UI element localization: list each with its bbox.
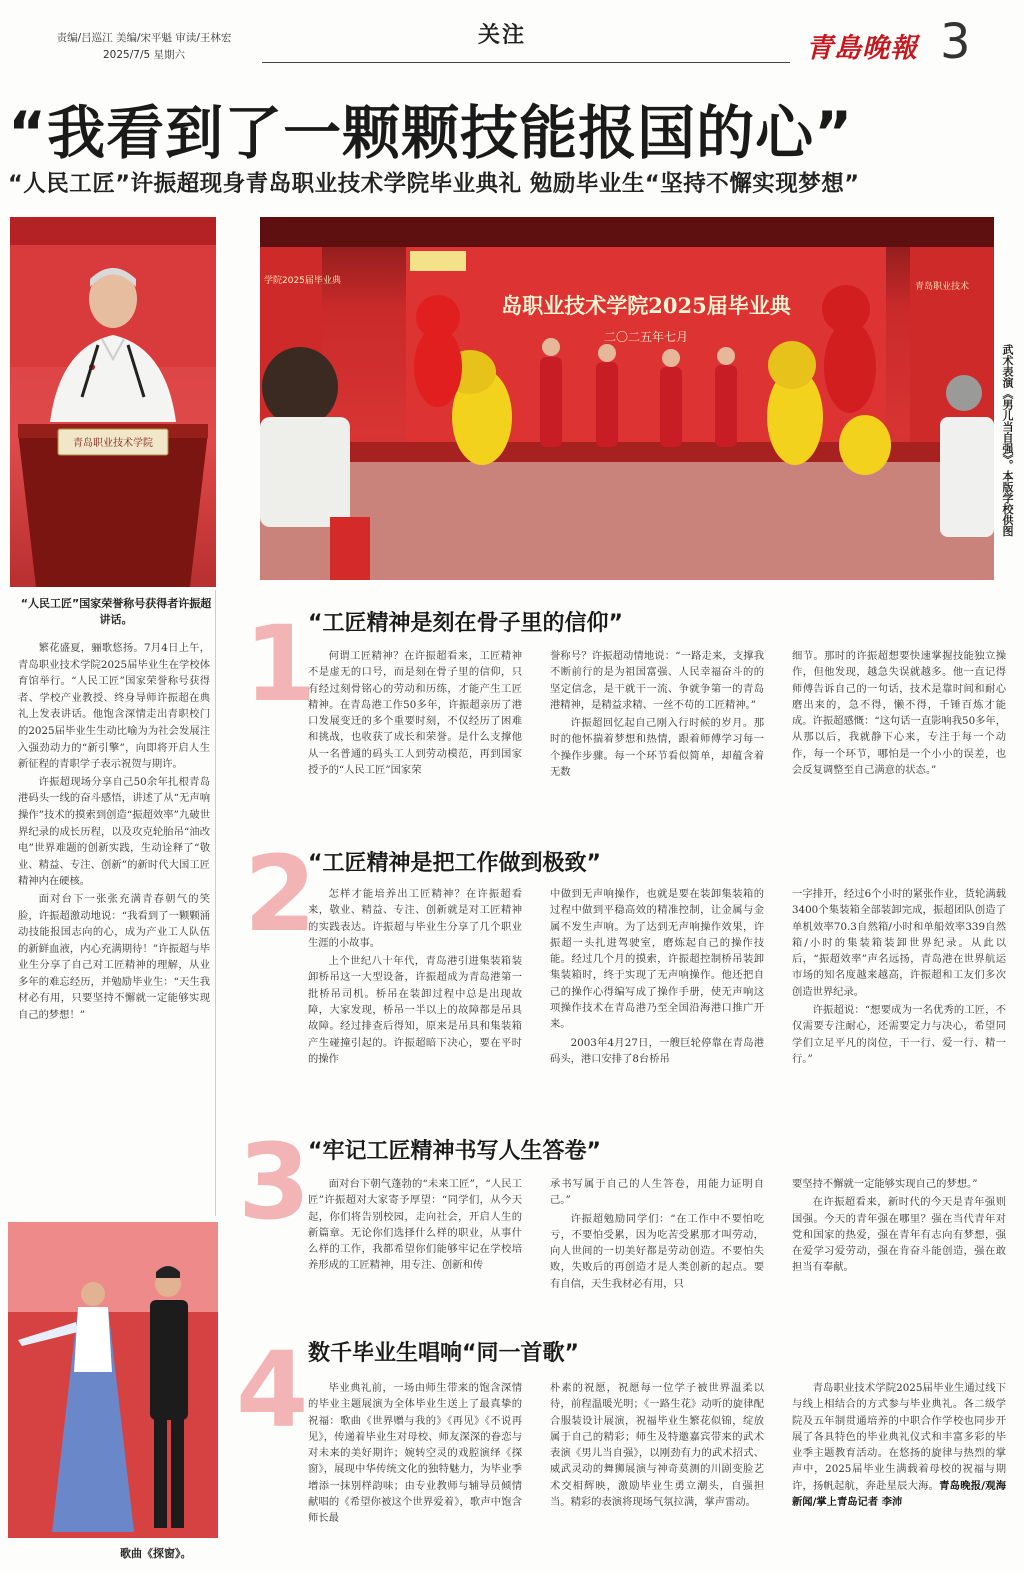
section-1-column-3 [792, 648, 1006, 828]
section-number: 3 [238, 1121, 311, 1243]
header-rule [262, 62, 790, 63]
body-paragraph: 上个世纪八十年代，青岛港引进集装箱装卸桥吊这一大型设备，许振超成为青岛港第一批桥吊司机。桥吊在装卸过程中总是出现故障，大家发现，桥吊一半以上的故障都是吊具故障。经过排查后得知，原来是吊具和集装箱产生碰撞引起的。许振超暗下决心，要在平时的操作 [308, 955, 522, 1065]
performance-caption: 武术表演《男儿当自强》。本版学校供图 [1001, 344, 1014, 537]
section-title: 数千毕业生唱响“同一首歌” [308, 1341, 579, 1366]
intro-paragraph: 繁花盛夏，骊歌悠扬。7月4日上午，青岛职业技术学院2025届毕业生在学校体育馆举行。“人民工匠”国家荣誉称号获得者、学校产业教授、终身导师许振超在典礼上发表讲话。他饱含深情走出青职校门的2025届毕业生生动比喻为为社会发展注入强劲动力的“新引擎”，向即将开启人生新征程的青职学子表示祝贺与期许。 [18, 642, 210, 771]
intro-paragraph: 面对台下一张张充满青春朝气的笑脸，许振超激动地说：“我看到了一颗颗涌动技能报国志向的心，成为产业工人队伍的新鲜血液，内心充满期待！”许振超与毕业生分享了自己对工匠精神的理解，从业多年的难忘经历，并勉励毕业生：“天生我材必有用，只要坚持不懈就一定能够实现自己的梦想！” [18, 892, 210, 1022]
speaker-caption: “人民工匠”国家荣誉称号获得者许振超讲话。 [20, 597, 212, 626]
banner-title: 岛职业技术学院2025届毕业典 [501, 293, 791, 318]
song-photo [8, 1222, 218, 1538]
speaker-illustration [10, 217, 216, 587]
section-1-column-2 [550, 648, 764, 828]
section-1-column-1 [308, 648, 522, 828]
body-paragraph: 怎样才能培养出工匠精神？在许振超看来，敬业、精益、专注、创新就是对工匠精神的实践表达。许振超与毕业生分享了几个职业生涯的小故事。 [308, 888, 522, 949]
song-caption: 歌曲《探窗》。 [120, 1547, 192, 1560]
side-banner-right: 青岛职业技术 [915, 282, 970, 292]
song-illustration [8, 1222, 218, 1538]
section-number: 1 [244, 603, 317, 725]
section-title: “工匠精神是刻在骨子里的信仰” [308, 611, 623, 636]
podium-sign-text: 青岛职业技术学院 [73, 438, 153, 449]
section-title: “工匠精神是把工作做到极致” [308, 851, 601, 876]
editor-credits [34, 30, 254, 64]
section-2-column-3 [792, 886, 1006, 1114]
section-3-column-3 [792, 1176, 1006, 1322]
body-paragraph: 中做到无声响操作，也就是要在装卸集装箱的过程中做到平稳高效的精准控制，让金属与金属不发生声响。为了达到无声响操作效果，许振超一头扎进驾驶室，磨炼起自己的操作技能。经过几个月的摸索，许振超控制桥吊装卸集装箱时，终于实现了无声响操作。他还把自己的操作心得编写成了操作手册，使无声响这项操作技术在青岛港乃至全国沿海港口推广开来。 [550, 888, 764, 1031]
section-name: 关注 [478, 23, 527, 48]
intro-paragraph: 许振超现场分享自己50余年扎根青岛港码头一线的奋斗感悟，讲述了从“无声响操作”技术的摸索到创造“振超效率”九破世界纪录的成长历程，以及攻克轮胎吊“油改电”世界难题的创新实践，生动诠释了“敬业、精益、专注、创新”的新时代大国工匠精神内在硬核。 [18, 775, 210, 888]
section-4-column-1 [308, 1380, 522, 1560]
section-number: 2 [244, 833, 317, 955]
body-paragraph: 在许振超看来，新时代的今天是青年强则国强。今天的青年强在哪里？强在当代青年对党和国家的热爱，强在青年有志向有梦想，强在爱学习爱劳动，强在肯奋斗能创造，强在敢担当有奉献。 [792, 1196, 1006, 1274]
body-paragraph: 一字排开，经过6个小时的紧张作业，货轮满载3400个集装箱全部装卸完成，振超团队创造了单机效率70.3自然箱/小时和单船效率339自然箱/小时的集装箱装卸世界纪录。从此以后，“振超效率”声名远扬，青岛港在世界航运市场的知名度越来越高，许振超和工友们多次创造世界纪录。 [792, 888, 1006, 998]
body-paragraph: 毕业典礼前，一场由师生带来的饱含深情的毕业主题展演为全体毕业生送上了最真挚的祝福：歌曲《世界赠与我的》《再见》《不说再见》，传递着毕业生对母校、师友深深的眷恋与对未来的美好期许；婉转空灵的戏腔演绎《探窗》，展现中华传统文化的独特魅力，为毕业季增添一抹别样韵味；由专业教师与辅导员倾情献唱的《希望你被这个世界爱着》，歌声中饱含师长最 [308, 1382, 522, 1525]
byline: 青岛晚报/观海新闻/掌上青岛记者 李沛 [792, 1479, 1006, 1509]
section-2-column-2 [550, 886, 764, 1114]
body-paragraph: 要坚持不懈就一定能够实现自己的梦想。” [792, 1178, 978, 1190]
body-text: 青岛职业技术学院2025届毕业生通过线下与线上相结合的方式参与毕业典礼。各二级学院及五年制贯通培养的中职合作学校也同步开展了各具特色的毕业典礼仪式和丰富多彩的毕业季主题教育活动。在悠扬的旋律与热烈的掌声中，2025届毕业生满载着母校的祝福与期许，扬帆起航，奔赴星辰大海。 [792, 1382, 1006, 1492]
body-paragraph: 面对台下朝气蓬勃的“未来工匠”，“人民工匠”许振超对大家寄予厚望：“同学们，从今天起，你们将告别校园，走向社会，开启人生的新篇章。无论你们选择什么样的职业，从事什么样的工作，我都希望你们能够牢记在学校培养形成的工匠精神，用专注、创新和传 [308, 1178, 522, 1272]
side-banner-left: 学院2025届毕业典 [264, 276, 341, 286]
page-number: 3 [940, 14, 971, 70]
section-title: “牢记工匠精神书写人生答卷” [308, 1139, 601, 1164]
body-paragraph: 何谓工匠精神？在许振超看来，工匠精神不是虚无的口号，而是刻在骨子里的信仰，只有经过刻骨铭心的劳动和历练，才能产生工匠精神。在青岛港工作50多年，许振超亲历了港口发展变迁的多个重要时刻，不仅经历了困难和挑战，也收获了成长和荣誉。是什么支撑他从一名普通的码头工人到劳动模范，再到国家授予的“人民工匠”国家荣 [308, 650, 522, 777]
intro-text [18, 640, 210, 1025]
body-paragraph: 2003年4月27日，一艘巨轮停靠在青岛港码头，港口安排了8台桥吊 [550, 1036, 764, 1065]
section-2-column-1 [308, 886, 522, 1114]
body-paragraph [792, 1380, 1006, 1510]
body-paragraph: 誉称号？许振超动情地说：“一路走来，支撑我不断前行的是为祖国富强、人民幸福奋斗的的坚定信念，是干就干一流、争就争第一的青岛港精神，是精益求精、一丝不苟的工匠精神。” [550, 650, 764, 711]
speaker-photo [10, 217, 216, 587]
banner-date: 二〇二五年七月 [603, 330, 689, 344]
section-4-column-2 [550, 1380, 764, 1560]
body-paragraph: 许振超勉励同学们：“在工作中不要怕吃亏，不要怕受累，因为吃苦受累那才叫劳动，向人世间的一切美好都是劳动创造。不要怕失败，失败后的再创造才是人类创新的起点。要有自信，天生我材必有用，只 [550, 1212, 764, 1290]
body-paragraph: 许振超回忆起自己刚入行时候的岁月。那时的他怀揣着梦想和热情，跟着师傅学习每一个操作步骤。每一个环节看似简单，却蕴含着无数 [550, 717, 764, 779]
headline: “我看到了一颗颗技能报国的心” [8, 99, 854, 167]
subheadline: “人民工匠”许振超现身青岛职业技术学院毕业典礼 勉励毕业生“坚持不懈实现梦想” [8, 171, 860, 197]
section-3-column-1 [308, 1176, 522, 1322]
body-paragraph: 承书写属于自己的人生答卷，用能力证明自己。” [550, 1178, 764, 1207]
body-paragraph: 朴素的祝愿，祝愿每一位学子被世界温柔以待，前程温暖光明；《一路生花》动听的旋律配合服装设计展演，祝福毕业生繁花似锦，绽放属于自己的精彩；师生及特邀嘉宾带来的武术表演《男儿当自强》，以刚劲有力的武术招式、威武灵动的舞狮展演与神奇莫测的川剧变脸艺术交相辉映，激励毕业生勇立潮头，自强担当。精彩的表演将现场气氛拉满，掌声雷动。 [550, 1382, 764, 1509]
newspaper-logo: 青島晚報 [806, 33, 918, 64]
performance-photo [260, 217, 994, 580]
issue-date: 2025/7/5 星期六 [103, 49, 185, 61]
section-number: 4 [236, 1329, 309, 1451]
section-4-column-3 [792, 1380, 1006, 1560]
performance-illustration [260, 217, 994, 580]
credits-line: 责编/吕巡江 美编/宋平魁 审读/王林宏 [56, 32, 232, 44]
section-3-column-2 [550, 1176, 764, 1322]
body-paragraph: 细节。那时的许振超想要快速掌握技能独立操作，但他发现，越急失误就越多。他一直记得师傅告诉自己的一句话，技术是靠时间和耐心磨出来的，急不得，懒不得，千锤百炼才能成。许振超感慨：“这句话一直影响我50多年，从那以后，我就静下心来，专注于每一个动作，每一个环节，哪怕是一个小小的误差，也会反复调整至自己满意的状态。” [792, 650, 1006, 777]
body-paragraph: 许振超说：“想要成为一名优秀的工匠，不仅需要专注耐心，还需要定力与决心，希望同学们立足平凡的岗位，干一行、爱一行、精一行。” [792, 1004, 1006, 1065]
